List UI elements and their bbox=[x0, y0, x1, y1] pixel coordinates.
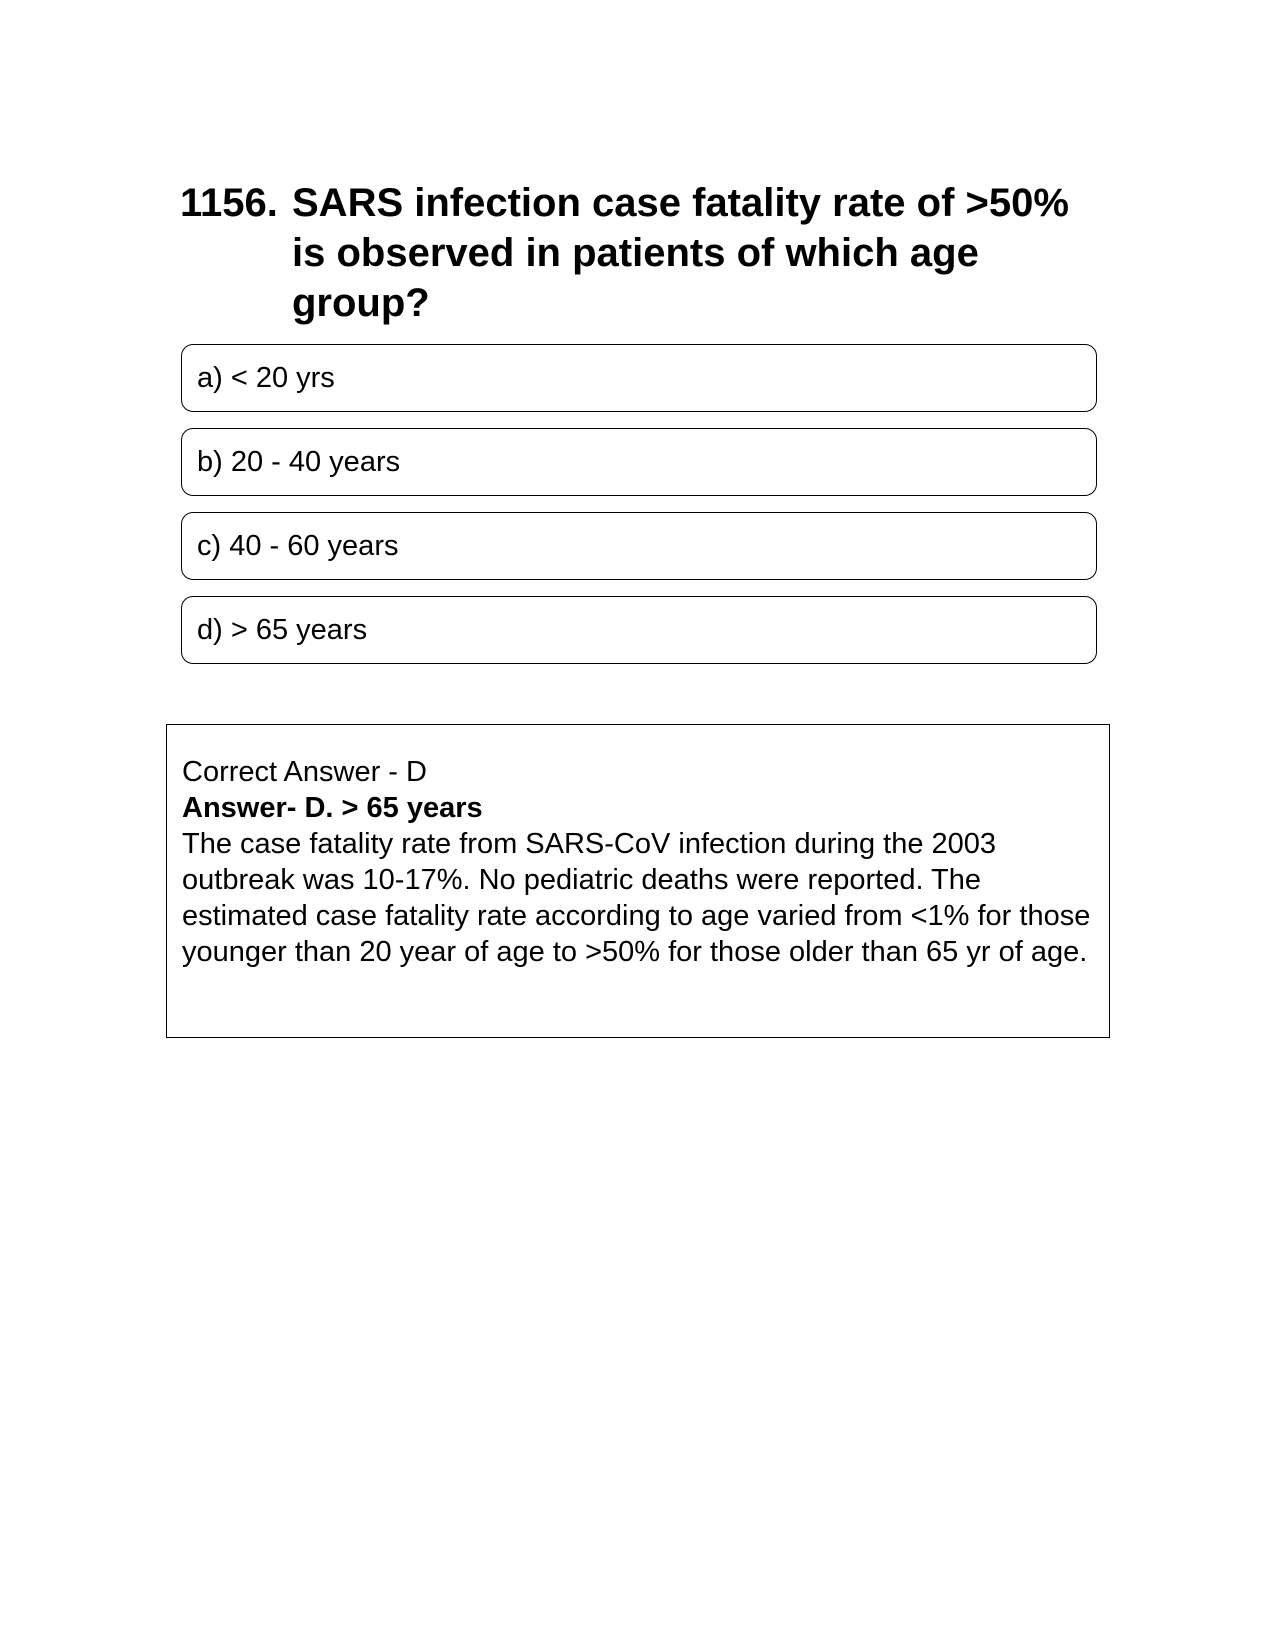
correct-answer-line: Correct Answer - D bbox=[182, 756, 427, 788]
options-list bbox=[181, 344, 1097, 680]
answer-heading: Answer- D. > 65 years bbox=[182, 792, 483, 824]
answer-explanation: The case fatality rate from SARS-CoV infection during the 2003 outbreak was 10-17%. No pediatric deaths were reported. The estimated case fatality rate according to age varied from <1% for those younger than 20 year of age to >50% for those older than 65 yr of age. bbox=[182, 828, 1091, 968]
question bbox=[180, 178, 1080, 328]
option-c[interactable]: c) 40 - 60 years bbox=[181, 512, 1097, 580]
question-number: 1156. bbox=[180, 181, 278, 225]
option-b[interactable]: b) 20 - 40 years bbox=[181, 428, 1097, 496]
option-a[interactable]: a) < 20 yrs bbox=[181, 344, 1097, 412]
answer-box bbox=[166, 724, 1110, 1038]
option-d[interactable]: d) > 65 years bbox=[181, 596, 1097, 664]
question-text: SARS infection case fatality rate of >50% is observed in patients of which age group? bbox=[292, 181, 1069, 325]
